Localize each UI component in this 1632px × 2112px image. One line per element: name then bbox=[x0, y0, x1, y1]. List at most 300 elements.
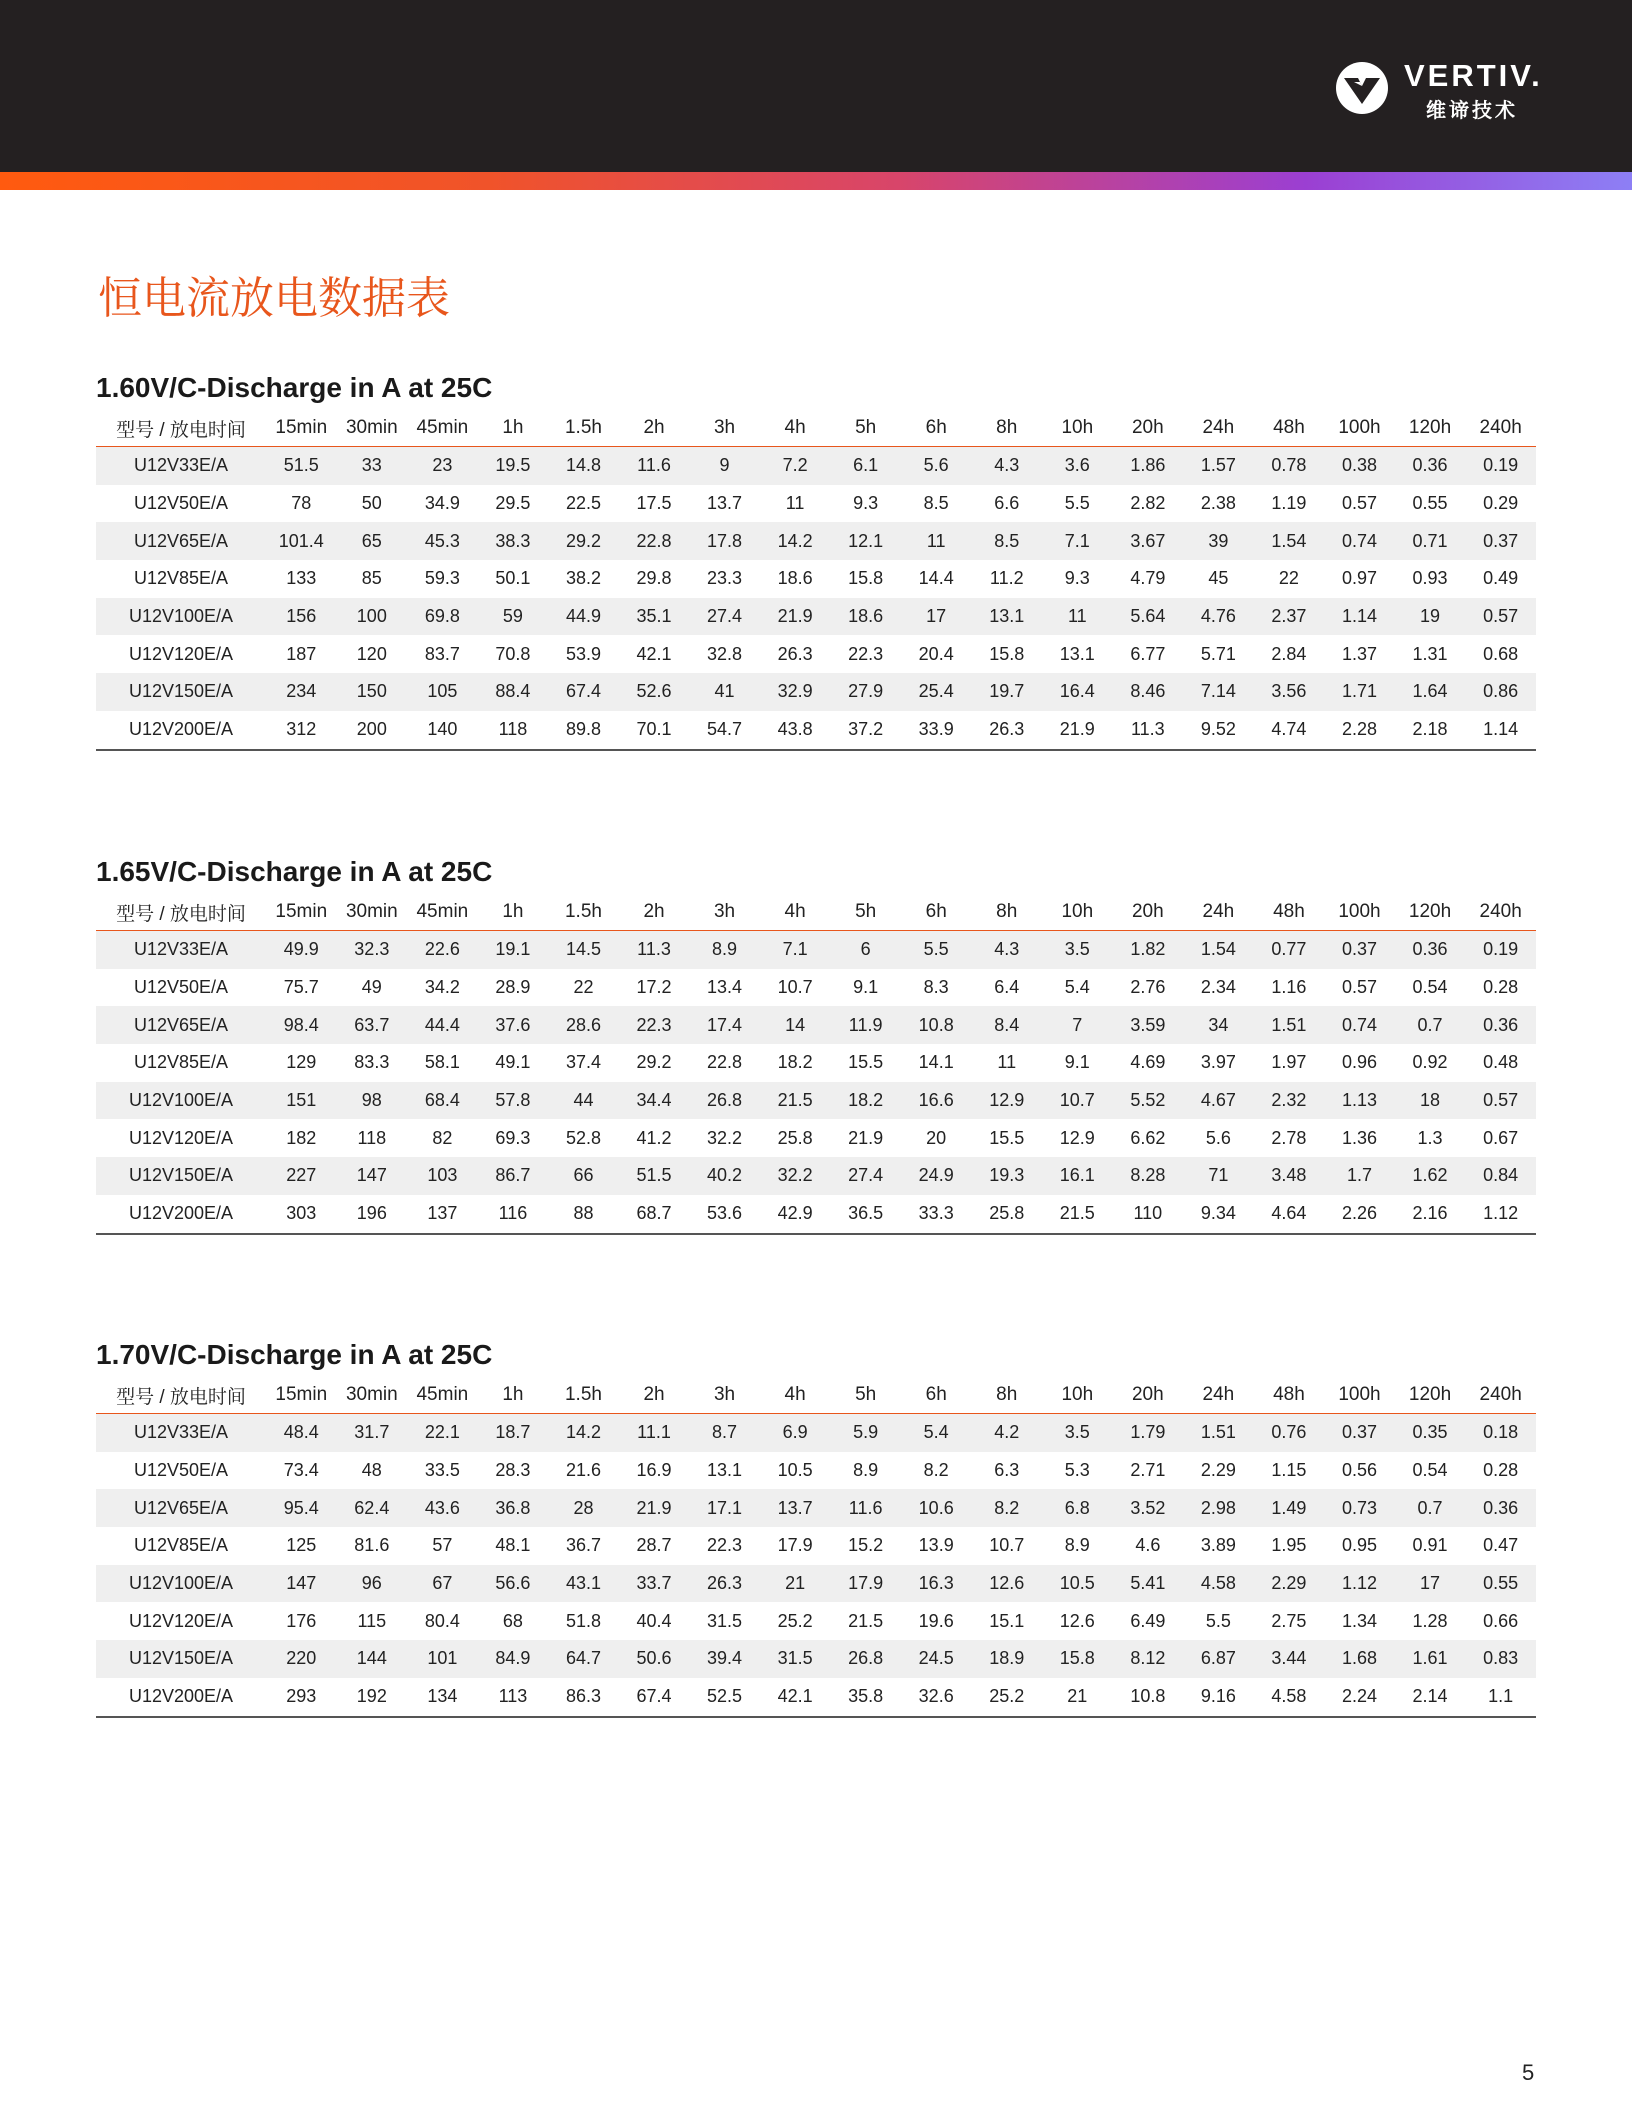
value-cell: 113 bbox=[478, 1678, 549, 1717]
value-cell: 1.3 bbox=[1417, 1127, 1443, 1148]
value-cell: 18.6 bbox=[830, 598, 901, 636]
value-cell: 144 bbox=[337, 1640, 408, 1678]
value-cell: 96 bbox=[337, 1565, 408, 1603]
value-cell: 1.71 bbox=[1324, 673, 1395, 711]
value-cell: 0.55 bbox=[1465, 1565, 1536, 1603]
value-cell: 65 bbox=[337, 522, 408, 560]
value-cell: 37.6 bbox=[478, 1006, 549, 1044]
column-header-duration: 10h bbox=[1042, 410, 1113, 447]
value-cell: 133 bbox=[286, 568, 317, 589]
value-cell: 3.5 bbox=[1042, 931, 1113, 969]
value-cell: 11.1 bbox=[619, 1414, 690, 1452]
value-cell: 234 bbox=[266, 673, 337, 711]
value-cell: 1.13 bbox=[1324, 1082, 1395, 1120]
table-row bbox=[96, 1414, 1536, 1452]
value-cell: 1.15 bbox=[1271, 1460, 1307, 1481]
value-cell: 6.1 bbox=[830, 447, 901, 485]
value-cell: 85 bbox=[361, 568, 382, 589]
value-cell: 28.9 bbox=[495, 977, 531, 998]
value-cell: 1.34 bbox=[1341, 1610, 1377, 1631]
column-header-duration: 120h bbox=[1395, 1377, 1466, 1414]
column-header-duration: 15min bbox=[266, 410, 337, 447]
value-cell: 21.9 bbox=[619, 1489, 690, 1527]
value-cell: 15.8 bbox=[989, 643, 1025, 664]
value-cell: 48 bbox=[361, 1460, 382, 1481]
value-cell: 4.3 bbox=[971, 931, 1042, 969]
value-cell: 40.4 bbox=[636, 1610, 672, 1631]
column-header-duration: 6h bbox=[901, 410, 972, 447]
value-cell: 2.98 bbox=[1183, 1489, 1254, 1527]
value-cell: 21.9 bbox=[848, 1127, 884, 1148]
value-cell: 20 bbox=[926, 1127, 947, 1148]
value-cell: 8.46 bbox=[1113, 673, 1184, 711]
value-cell: 227 bbox=[266, 1157, 337, 1195]
value-cell: 34.4 bbox=[619, 1082, 690, 1120]
value-cell: 33.5 bbox=[424, 1460, 460, 1481]
discharge-table bbox=[96, 1377, 1536, 1718]
column-header-duration: 240h bbox=[1465, 1377, 1536, 1414]
model-cell: U12V100E/A bbox=[96, 598, 266, 636]
value-cell: 1.49 bbox=[1254, 1489, 1325, 1527]
column-header-duration: 15min bbox=[266, 894, 337, 931]
value-cell: 3.44 bbox=[1254, 1640, 1325, 1678]
value-cell: 12.9 bbox=[971, 1082, 1042, 1120]
value-cell: 3.56 bbox=[1254, 673, 1325, 711]
value-cell: 6.3 bbox=[994, 1460, 1020, 1481]
value-cell: 12.1 bbox=[830, 522, 901, 560]
value-cell: 200 bbox=[337, 711, 408, 750]
value-cell: 50 bbox=[361, 493, 382, 514]
value-cell: 21.5 bbox=[1042, 1195, 1113, 1234]
section-title: 1.70V/C-Discharge in A at 25C bbox=[96, 1339, 493, 1370]
column-header-duration: 6h bbox=[901, 894, 972, 931]
value-cell: 49.1 bbox=[495, 1052, 531, 1073]
value-cell: 0.57 bbox=[1341, 977, 1377, 998]
table-row bbox=[96, 931, 1536, 969]
value-cell: 71 bbox=[1183, 1157, 1254, 1195]
value-cell: 0.19 bbox=[1465, 447, 1536, 485]
value-cell: 14 bbox=[760, 1006, 831, 1044]
value-cell: 17.9 bbox=[777, 1535, 813, 1556]
table-row bbox=[96, 1602, 1536, 1640]
value-cell: 39.4 bbox=[689, 1640, 760, 1678]
value-cell: 1.7 bbox=[1324, 1157, 1395, 1195]
value-cell: 5.5 bbox=[1205, 1610, 1231, 1631]
value-cell: 17.1 bbox=[689, 1489, 760, 1527]
value-cell: 66 bbox=[548, 1157, 619, 1195]
value-cell: 2.38 bbox=[1200, 493, 1236, 514]
table-row bbox=[96, 1157, 1536, 1195]
value-cell: 16.3 bbox=[901, 1565, 972, 1603]
value-cell: 11.3 bbox=[619, 931, 690, 969]
value-cell: 44.4 bbox=[407, 1006, 478, 1044]
column-header-duration: 8h bbox=[971, 894, 1042, 931]
value-cell: 151 bbox=[266, 1082, 337, 1120]
value-cell: 0.28 bbox=[1483, 977, 1519, 998]
value-cell: 0.28 bbox=[1483, 1460, 1519, 1481]
value-cell: 10.8 bbox=[901, 1006, 972, 1044]
value-cell: 86.3 bbox=[548, 1678, 619, 1717]
value-cell: 4.74 bbox=[1254, 711, 1325, 750]
value-cell: 0.96 bbox=[1341, 1052, 1377, 1073]
value-cell: 1.12 bbox=[1324, 1565, 1395, 1603]
value-cell: 82 bbox=[432, 1127, 453, 1148]
value-cell: 100 bbox=[337, 598, 408, 636]
column-header-duration: 2h bbox=[619, 1377, 690, 1414]
value-cell: 17.9 bbox=[830, 1565, 901, 1603]
value-cell: 0.56 bbox=[1341, 1460, 1377, 1481]
column-header-duration: 1h bbox=[478, 894, 549, 931]
value-cell: 33.3 bbox=[901, 1195, 972, 1234]
value-cell: 27.9 bbox=[830, 673, 901, 711]
value-cell: 44 bbox=[548, 1082, 619, 1120]
value-cell: 84.9 bbox=[478, 1640, 549, 1678]
value-cell: 29.5 bbox=[495, 493, 531, 514]
value-cell: 2.14 bbox=[1395, 1678, 1466, 1717]
value-cell: 2.29 bbox=[1200, 1460, 1236, 1481]
value-cell: 8.2 bbox=[971, 1489, 1042, 1527]
column-header-duration: 20h bbox=[1113, 894, 1184, 931]
value-cell: 59 bbox=[478, 598, 549, 636]
value-cell: 2.71 bbox=[1130, 1460, 1166, 1481]
value-cell: 9.3 bbox=[1064, 568, 1090, 589]
value-cell: 5.4 bbox=[1064, 977, 1090, 998]
table-row bbox=[96, 673, 1536, 711]
model-cell: U12V200E/A bbox=[96, 1678, 266, 1717]
value-cell: 0.57 bbox=[1341, 493, 1377, 514]
value-cell: 23 bbox=[407, 447, 478, 485]
value-cell: 4.67 bbox=[1183, 1082, 1254, 1120]
value-cell: 8.4 bbox=[971, 1006, 1042, 1044]
value-cell: 0.57 bbox=[1465, 1082, 1536, 1120]
value-cell: 1.79 bbox=[1113, 1414, 1184, 1452]
value-cell: 1.12 bbox=[1465, 1195, 1536, 1234]
value-cell: 33 bbox=[337, 447, 408, 485]
value-cell: 19.6 bbox=[918, 1610, 954, 1631]
value-cell: 88.4 bbox=[478, 673, 549, 711]
value-cell: 5.71 bbox=[1200, 643, 1236, 664]
value-cell: 49.9 bbox=[266, 931, 337, 969]
value-cell: 6.9 bbox=[760, 1414, 831, 1452]
value-cell: 23.3 bbox=[707, 568, 743, 589]
model-cell: U12V120E/A bbox=[128, 643, 234, 664]
value-cell: 15.1 bbox=[989, 1610, 1025, 1631]
value-cell: 67.4 bbox=[548, 673, 619, 711]
value-cell: 31.5 bbox=[707, 1610, 743, 1631]
column-header-duration: 4h bbox=[760, 894, 831, 931]
value-cell: 14.1 bbox=[918, 1052, 954, 1073]
value-cell: 0.68 bbox=[1483, 643, 1519, 664]
value-cell: 32.3 bbox=[337, 931, 408, 969]
value-cell: 41 bbox=[689, 673, 760, 711]
column-header-duration: 120h bbox=[1395, 894, 1466, 931]
value-cell: 68.4 bbox=[407, 1082, 478, 1120]
value-cell: 18.6 bbox=[777, 568, 813, 589]
value-cell: 4.3 bbox=[971, 447, 1042, 485]
value-cell: 17 bbox=[1395, 1565, 1466, 1603]
value-cell: 6.49 bbox=[1130, 1610, 1166, 1631]
value-cell: 6.77 bbox=[1130, 643, 1166, 664]
table-row bbox=[96, 711, 1536, 750]
value-cell: 6 bbox=[830, 931, 901, 969]
column-header-duration: 20h bbox=[1113, 1377, 1184, 1414]
value-cell: 3.6 bbox=[1042, 447, 1113, 485]
value-cell: 1.97 bbox=[1271, 1052, 1307, 1073]
value-cell: 10.7 bbox=[1042, 1082, 1113, 1120]
value-cell: 11.2 bbox=[989, 568, 1024, 589]
value-cell: 22 bbox=[1278, 568, 1299, 589]
value-cell: 73.4 bbox=[283, 1460, 319, 1481]
column-header-duration: 8h bbox=[971, 1377, 1042, 1414]
value-cell: 9.16 bbox=[1183, 1678, 1254, 1717]
value-cell: 98.4 bbox=[266, 1006, 337, 1044]
value-cell: 176 bbox=[286, 1610, 317, 1631]
value-cell: 0.95 bbox=[1341, 1535, 1377, 1556]
value-cell: 36.5 bbox=[830, 1195, 901, 1234]
discharge-section-170 bbox=[96, 1333, 1536, 1718]
value-cell: 134 bbox=[407, 1678, 478, 1717]
value-cell: 156 bbox=[266, 598, 337, 636]
value-cell: 9.3 bbox=[853, 493, 879, 514]
value-cell: 110 bbox=[1113, 1195, 1184, 1234]
value-cell: 43.1 bbox=[548, 1565, 619, 1603]
value-cell: 69.8 bbox=[407, 598, 478, 636]
value-cell: 0.77 bbox=[1254, 931, 1325, 969]
value-cell: 11 bbox=[1042, 598, 1113, 636]
value-cell: 68.7 bbox=[619, 1195, 690, 1234]
value-cell: 2.82 bbox=[1130, 493, 1166, 514]
value-cell: 5.5 bbox=[901, 931, 972, 969]
table-row bbox=[96, 1489, 1536, 1527]
column-header-duration: 1.5h bbox=[548, 1377, 619, 1414]
column-header-model: 型号 / 放电时间 bbox=[96, 1377, 266, 1414]
value-cell: 15.5 bbox=[848, 1052, 884, 1073]
value-cell: 34 bbox=[1183, 1006, 1254, 1044]
vertiv-logo bbox=[1334, 56, 1543, 122]
value-cell: 140 bbox=[407, 711, 478, 750]
value-cell: 14.4 bbox=[918, 568, 954, 589]
value-cell: 10.5 bbox=[777, 1460, 813, 1481]
column-header-duration: 5h bbox=[830, 1377, 901, 1414]
discharge-table bbox=[96, 894, 1536, 1235]
value-cell: 11 bbox=[901, 522, 972, 560]
value-cell: 103 bbox=[407, 1157, 478, 1195]
value-cell: 7 bbox=[1042, 1006, 1113, 1044]
value-cell: 14.8 bbox=[548, 447, 619, 485]
value-cell: 0.71 bbox=[1395, 522, 1466, 560]
table-header-row bbox=[96, 894, 1536, 931]
value-cell: 13.1 bbox=[1059, 643, 1095, 664]
model-cell: U12V65E/A bbox=[96, 522, 266, 560]
value-cell: 2.84 bbox=[1271, 643, 1307, 664]
value-cell: 0.83 bbox=[1465, 1640, 1536, 1678]
value-cell: 22.3 bbox=[707, 1535, 743, 1556]
value-cell: 1.14 bbox=[1324, 598, 1395, 636]
value-cell: 0.36 bbox=[1465, 1489, 1536, 1527]
value-cell: 67 bbox=[407, 1565, 478, 1603]
table-row bbox=[96, 1044, 1536, 1082]
value-cell: 1.82 bbox=[1113, 931, 1184, 969]
value-cell: 32.9 bbox=[760, 673, 831, 711]
value-cell: 0.57 bbox=[1465, 598, 1536, 636]
value-cell: 22.8 bbox=[707, 1052, 743, 1073]
value-cell: 9.34 bbox=[1183, 1195, 1254, 1234]
column-header-duration: 45min bbox=[407, 894, 478, 931]
value-cell: 15.8 bbox=[1042, 1640, 1113, 1678]
value-cell: 88 bbox=[548, 1195, 619, 1234]
value-cell: 101.4 bbox=[266, 522, 337, 560]
value-cell: 70.8 bbox=[495, 643, 531, 664]
value-cell: 0.37 bbox=[1465, 522, 1536, 560]
value-cell: 5.3 bbox=[1064, 1460, 1090, 1481]
value-cell: 1.51 bbox=[1183, 1414, 1254, 1452]
value-cell: 9.52 bbox=[1183, 711, 1254, 750]
value-cell: 35.8 bbox=[830, 1678, 901, 1717]
value-cell: 70.1 bbox=[619, 711, 690, 750]
value-cell: 4.6 bbox=[1135, 1535, 1161, 1556]
value-cell: 5.5 bbox=[1064, 493, 1090, 514]
value-cell: 1.28 bbox=[1412, 1610, 1448, 1631]
value-cell: 26.3 bbox=[689, 1565, 760, 1603]
value-cell: 59.3 bbox=[424, 568, 460, 589]
header-accent-bar bbox=[0, 172, 1632, 190]
discharge-section-165 bbox=[96, 850, 1536, 1235]
value-cell: 1.68 bbox=[1324, 1640, 1395, 1678]
value-cell: 115 bbox=[357, 1610, 387, 1631]
value-cell: 43.8 bbox=[760, 711, 831, 750]
value-cell: 116 bbox=[478, 1195, 549, 1234]
value-cell: 0.84 bbox=[1465, 1157, 1536, 1195]
value-cell: 0.74 bbox=[1324, 522, 1395, 560]
value-cell: 81.6 bbox=[354, 1535, 390, 1556]
value-cell: 18.2 bbox=[777, 1052, 813, 1073]
value-cell: 1.1 bbox=[1465, 1678, 1536, 1717]
value-cell: 192 bbox=[337, 1678, 408, 1717]
value-cell: 187 bbox=[286, 643, 317, 664]
value-cell: 2.16 bbox=[1395, 1195, 1466, 1234]
value-cell: 5.4 bbox=[901, 1414, 972, 1452]
value-cell: 7.2 bbox=[760, 447, 831, 485]
column-header-duration: 1.5h bbox=[548, 410, 619, 447]
value-cell: 21.9 bbox=[1042, 711, 1113, 750]
value-cell: 95.4 bbox=[266, 1489, 337, 1527]
value-cell: 67.4 bbox=[619, 1678, 690, 1717]
value-cell: 37.4 bbox=[565, 1052, 601, 1073]
value-cell: 1.31 bbox=[1412, 643, 1448, 664]
value-cell: 17.5 bbox=[636, 493, 672, 514]
value-cell: 303 bbox=[266, 1195, 337, 1234]
value-cell: 21.6 bbox=[565, 1460, 601, 1481]
vertiv-logo-icon bbox=[1334, 60, 1390, 116]
column-header-duration: 24h bbox=[1183, 1377, 1254, 1414]
value-cell: 12.9 bbox=[1059, 1127, 1095, 1148]
value-cell: 0.93 bbox=[1412, 568, 1448, 589]
column-header-duration: 5h bbox=[830, 410, 901, 447]
value-cell: 5.52 bbox=[1113, 1082, 1184, 1120]
value-cell: 2.76 bbox=[1130, 977, 1166, 998]
value-cell: 52.8 bbox=[565, 1127, 601, 1148]
value-cell: 36.7 bbox=[565, 1535, 601, 1556]
value-cell: 0.7 bbox=[1395, 1489, 1466, 1527]
value-cell: 3.67 bbox=[1113, 522, 1184, 560]
value-cell: 13.4 bbox=[707, 977, 743, 998]
value-cell: 0.91 bbox=[1412, 1535, 1448, 1556]
page-title: 恒电流放电数据表 bbox=[98, 274, 450, 323]
value-cell: 37.2 bbox=[830, 711, 901, 750]
value-cell: 5.64 bbox=[1113, 598, 1184, 636]
value-cell: 12.6 bbox=[1059, 1610, 1095, 1631]
value-cell: 196 bbox=[337, 1195, 408, 1234]
value-cell: 3.5 bbox=[1042, 1414, 1113, 1452]
value-cell: 4.76 bbox=[1183, 598, 1254, 636]
value-cell: 21.5 bbox=[848, 1610, 884, 1631]
model-cell: U12V50E/A bbox=[133, 1460, 229, 1481]
value-cell: 2.29 bbox=[1254, 1565, 1325, 1603]
value-cell: 0.76 bbox=[1254, 1414, 1325, 1452]
value-cell: 44.9 bbox=[548, 598, 619, 636]
value-cell: 25.2 bbox=[971, 1678, 1042, 1717]
value-cell: 1.95 bbox=[1271, 1535, 1307, 1556]
value-cell: 118 bbox=[478, 711, 549, 750]
value-cell: 19.5 bbox=[478, 447, 549, 485]
brand-name: VERTIV. bbox=[1404, 58, 1543, 93]
column-header-duration: 240h bbox=[1465, 410, 1536, 447]
value-cell: 28.7 bbox=[636, 1535, 672, 1556]
value-cell: 21.5 bbox=[760, 1082, 831, 1120]
value-cell: 1.61 bbox=[1395, 1640, 1466, 1678]
column-header-duration: 10h bbox=[1042, 1377, 1113, 1414]
value-cell: 3.97 bbox=[1200, 1052, 1236, 1073]
value-cell: 220 bbox=[266, 1640, 337, 1678]
value-cell: 42.1 bbox=[636, 643, 672, 664]
value-cell: 50.1 bbox=[495, 568, 531, 589]
column-header-duration: 100h bbox=[1324, 894, 1395, 931]
value-cell: 15.8 bbox=[848, 568, 884, 589]
column-header-duration: 10h bbox=[1042, 894, 1113, 931]
value-cell: 11.3 bbox=[1113, 711, 1184, 750]
value-cell: 26.8 bbox=[830, 1640, 901, 1678]
column-header-model: 型号 / 放电时间 bbox=[96, 894, 266, 931]
table-row bbox=[96, 1119, 1536, 1157]
value-cell: 25.8 bbox=[971, 1195, 1042, 1234]
value-cell: 5.6 bbox=[1205, 1127, 1231, 1148]
value-cell: 14.5 bbox=[548, 931, 619, 969]
value-cell: 1.16 bbox=[1271, 977, 1307, 998]
value-cell: 7.14 bbox=[1183, 673, 1254, 711]
value-cell: 15.2 bbox=[848, 1535, 884, 1556]
value-cell: 8.2 bbox=[923, 1460, 949, 1481]
column-header-model: 型号 / 放电时间 bbox=[96, 410, 266, 447]
value-cell: 4.79 bbox=[1130, 568, 1166, 589]
value-cell: 13.1 bbox=[971, 598, 1042, 636]
value-cell: 28.3 bbox=[495, 1460, 531, 1481]
value-cell: 1.14 bbox=[1465, 711, 1536, 750]
value-cell: 32.2 bbox=[760, 1157, 831, 1195]
value-cell: 16.6 bbox=[901, 1082, 972, 1120]
value-cell: 2.32 bbox=[1254, 1082, 1325, 1120]
value-cell: 8.5 bbox=[923, 493, 949, 514]
value-cell: 2.78 bbox=[1271, 1127, 1307, 1148]
value-cell: 32.6 bbox=[901, 1678, 972, 1717]
model-cell: U12V85E/A bbox=[133, 1535, 229, 1556]
value-cell: 8.3 bbox=[923, 977, 949, 998]
model-cell: U12V50E/A bbox=[133, 977, 229, 998]
value-cell: 21 bbox=[760, 1565, 831, 1603]
value-cell: 51.5 bbox=[266, 447, 337, 485]
model-cell: U12V150E/A bbox=[96, 673, 266, 711]
value-cell: 10.8 bbox=[1113, 1678, 1184, 1717]
value-cell: 1.57 bbox=[1183, 447, 1254, 485]
